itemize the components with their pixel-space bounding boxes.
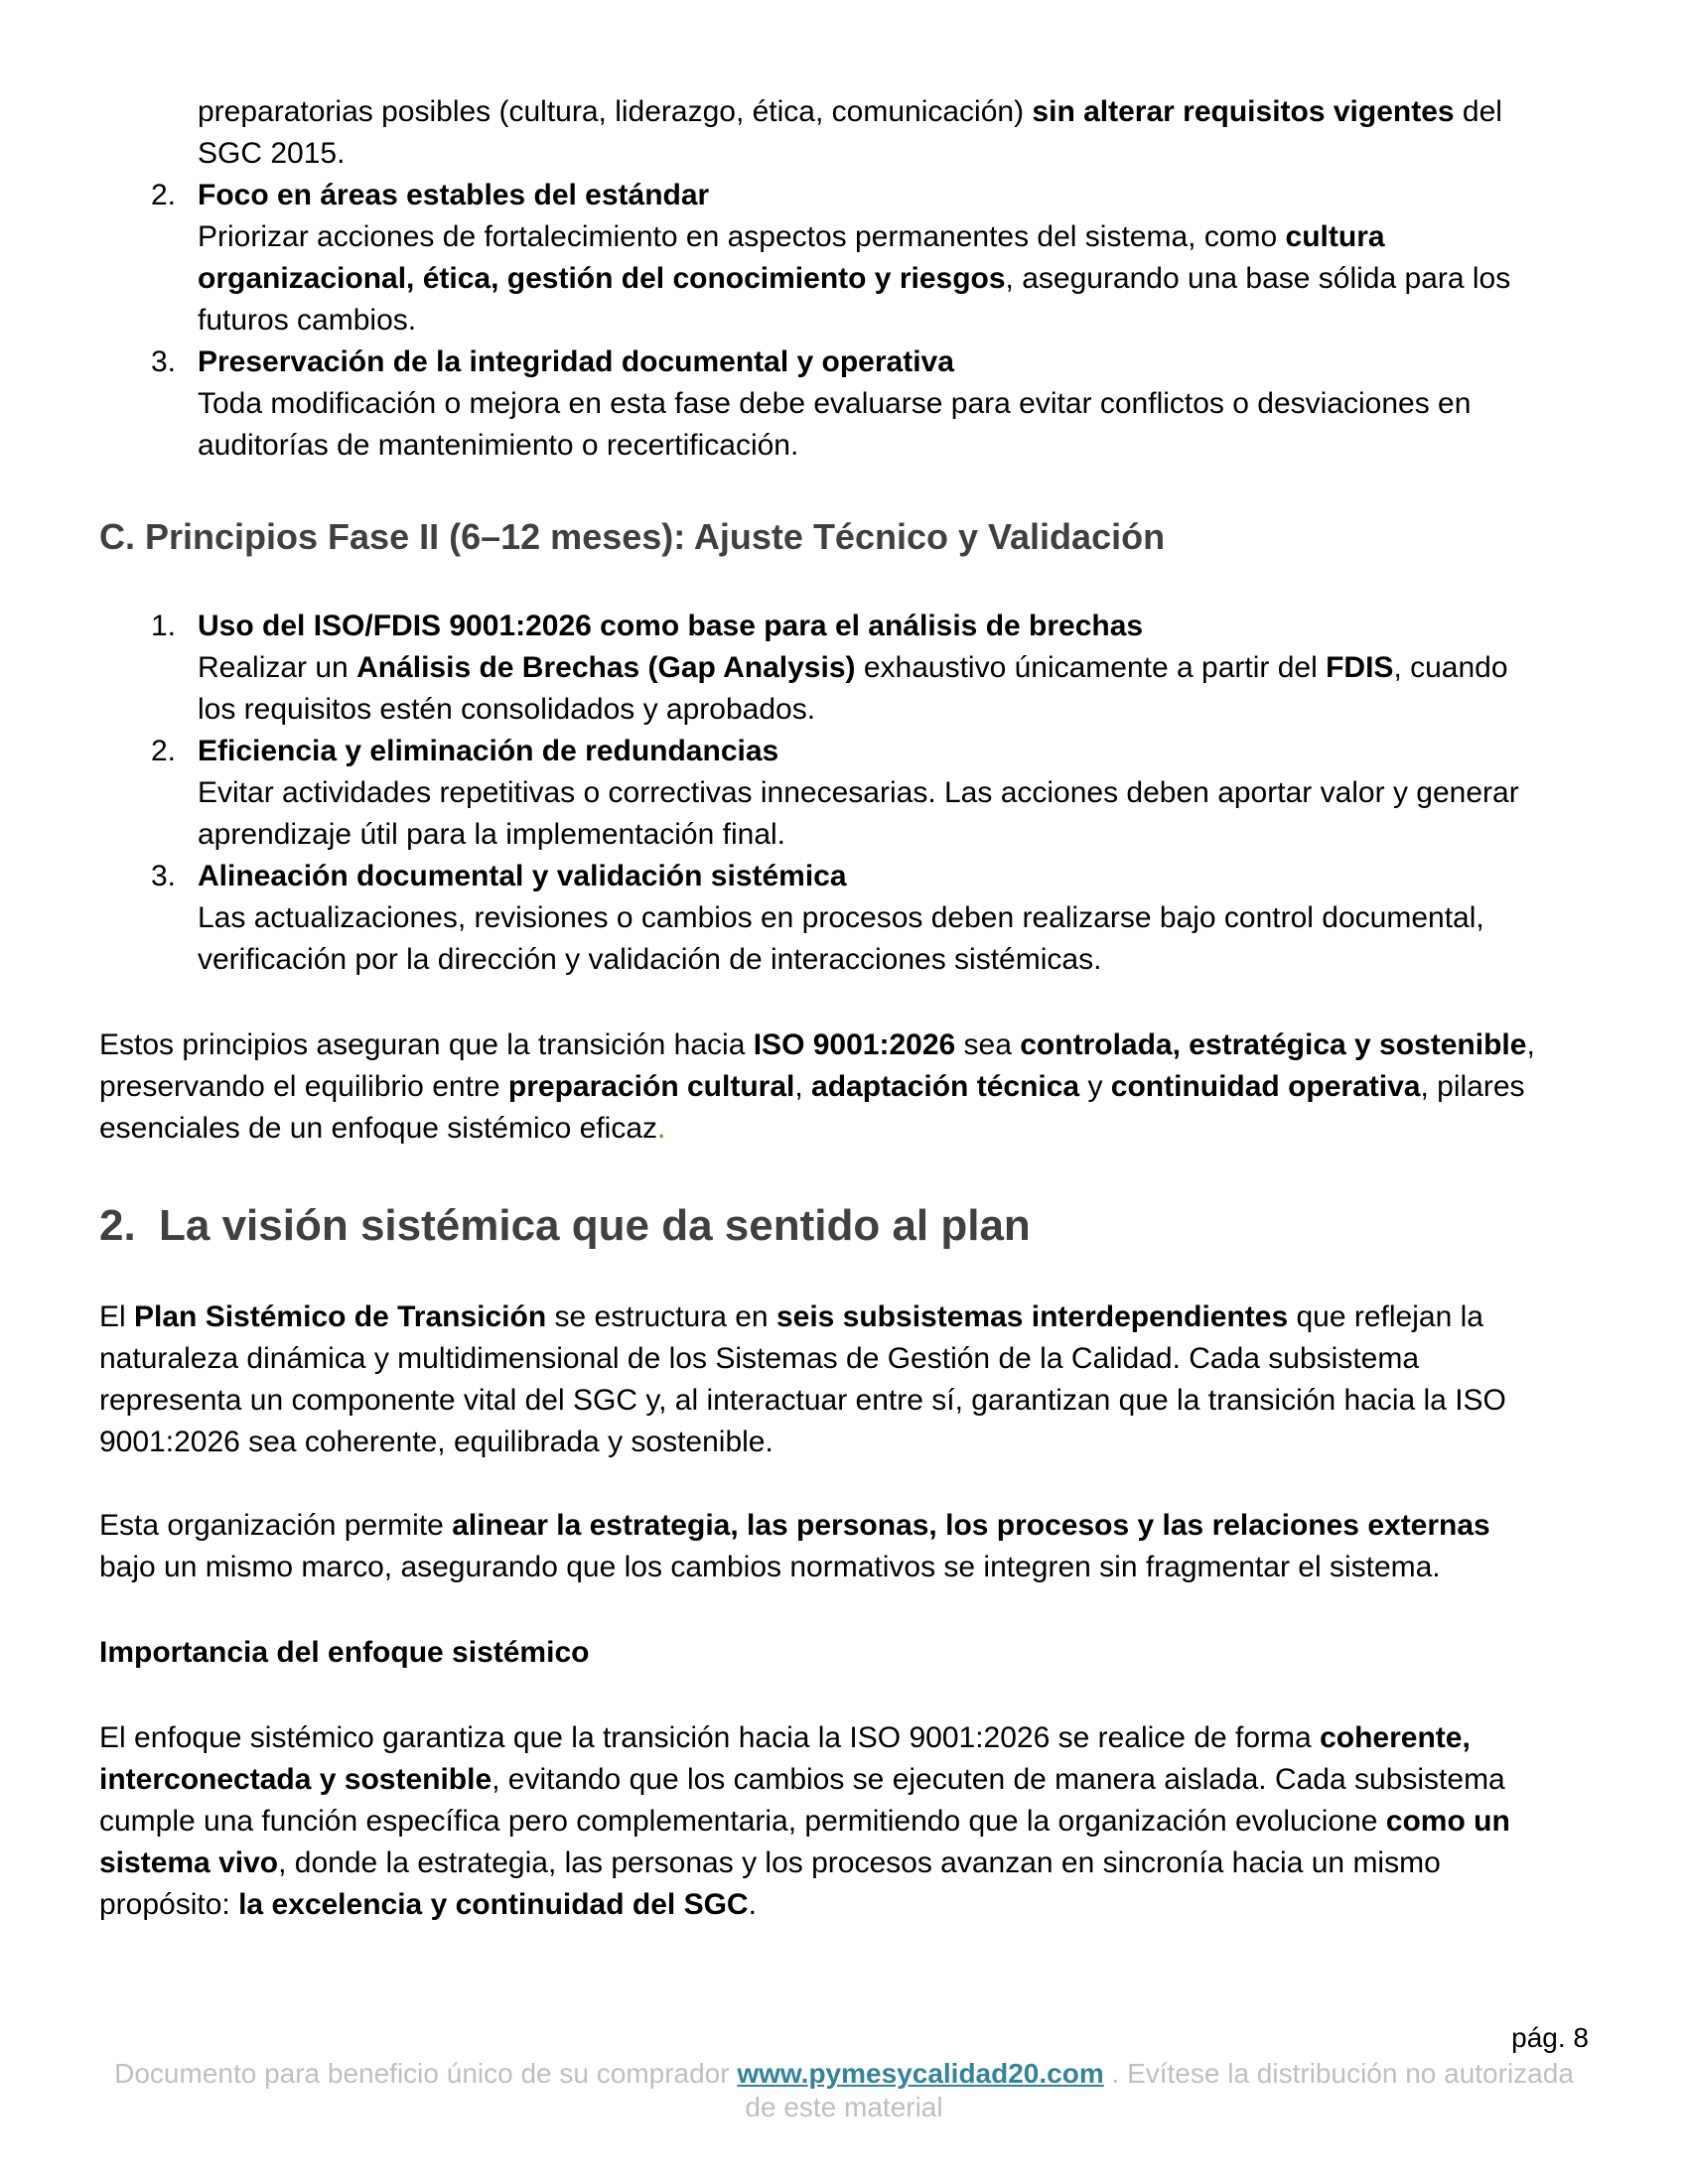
list-item-title: Preservación de la integridad documental y operativa <box>198 345 954 378</box>
list-item-text: Priorizar acciones de fortalecimiento en aspectos permanentes del sistema, como cultura organizacional, ética, gestión del conocimiento y riesgos, asegurando una base sólida para los futuros cambios. <box>198 220 1511 337</box>
list-item <box>151 856 1549 981</box>
section-title: La visión sistémica que da sentido al plan <box>159 1201 1031 1250</box>
list-item <box>151 341 1549 467</box>
list-item <box>151 606 1549 731</box>
list-item-title: Eficiencia y eliminación de redundancias <box>198 735 779 767</box>
page-footer <box>99 2057 1589 2124</box>
list-item-number: 3. <box>151 345 177 378</box>
list-item-continuation: preparatorias posibles (cultura, liderazgo, ética, comunicación) sin alterar requisitos vigentes del SGC 2015. <box>198 95 1502 170</box>
list-item-title: Foco en áreas estables del estándar <box>198 179 710 211</box>
list-item <box>151 175 1549 341</box>
list-item <box>151 731 1549 856</box>
paragraph-importance: El enfoque sistémico garantiza que la transición hacia la ISO 9001:2026 se realice de forma coherente, interconectada y sostenible, evitando que los cambios se ejecuten de manera aislada. Cada subsistema cumple una función específica pero complementaria, permitiendo que la organización evolucione como un sistema vivo, donde la estrategia, las personas y los procesos avanzan en sincronía hacia un mismo propósito: la excelencia y continuidad del SGC. <box>99 1721 1510 1921</box>
section-heading-vision <box>99 1199 1549 1253</box>
paragraph-principles-summary: Estos principios aseguran que la transición hacia ISO 9001:2026 sea controlada, estratégica y sostenible, preservando el equilibrio entre preparación cultural, adaptación técnica y continuidad operativa, pilares esenciales de un enfoque sistémico eficaz. <box>99 1028 1535 1145</box>
list-item-text: Las actualizaciones, revisiones o cambios en procesos deben realizarse bajo control documental, verificación por la dirección y validación de interacciones sistémicas. <box>198 901 1484 976</box>
phase2-list <box>99 606 1549 981</box>
document-body <box>99 91 1549 1926</box>
footer-text-prefix: Documento para beneficio único de su comprador <box>114 2058 738 2089</box>
list-item-number: 2. <box>151 179 177 211</box>
list-item-title: Uso del ISO/FDIS 9001:2026 como base para el análisis de brechas <box>198 610 1144 642</box>
list-item-text: Realizar un Análisis de Brechas (Gap Analysis) exhaustivo únicamente a partir del FDIS, cuando los requisitos estén consolidados y aprobados. <box>198 651 1508 726</box>
page-number: pág. 8 <box>1511 2022 1589 2053</box>
section-number: 2. <box>99 1201 136 1250</box>
list-item-text: Evitar actividades repetitivas o correctivas innecesarias. Las acciones deben aportar valor y generar aprendizaje útil para la implementación final. <box>198 776 1519 851</box>
footer-link[interactable]: www.pymesycalidad20.com <box>737 2058 1104 2089</box>
list-item-number: 2. <box>151 735 177 767</box>
list-item-number: 1. <box>151 610 177 642</box>
list-item-number: 3. <box>151 860 177 892</box>
footer-text-suffix: . Evítese la distribución no autorizada de este material <box>745 2058 1574 2122</box>
list-item-text: Toda modificación o mejora en esta fase debe evaluarse para evitar conflictos o desviaciones en auditorías de mantenimiento o recertificación. <box>198 387 1472 462</box>
section-heading-phase2: C. Principios Fase II (6–12 meses): Ajuste Técnico y Validación <box>99 516 1166 557</box>
list-item-title: Alineación documental y validación sistémica <box>198 860 847 892</box>
subheading-importance: Importancia del enfoque sistémico <box>99 1636 590 1669</box>
paragraph-vision-structure: El Plan Sistémico de Transición se estructura en seis subsistemas interdependientes que reflejan la naturaleza dinámica y multidimensional de los Sistemas de Gestión de la Calidad. Cada subsistema representa un componente vital del SGC y, al interactuar entre sí, garantizan que la transición hacia la ISO 9001:2026 sea coherente, equilibrada y sostenible. <box>99 1300 1506 1458</box>
paragraph-vision-alignment: Esta organización permite alinear la estrategia, las personas, los procesos y las relaciones externas bajo un mismo marco, asegurando que los cambios normativos se integren sin fragmentar el sistema. <box>99 1509 1490 1583</box>
phase1-list <box>99 175 1549 467</box>
